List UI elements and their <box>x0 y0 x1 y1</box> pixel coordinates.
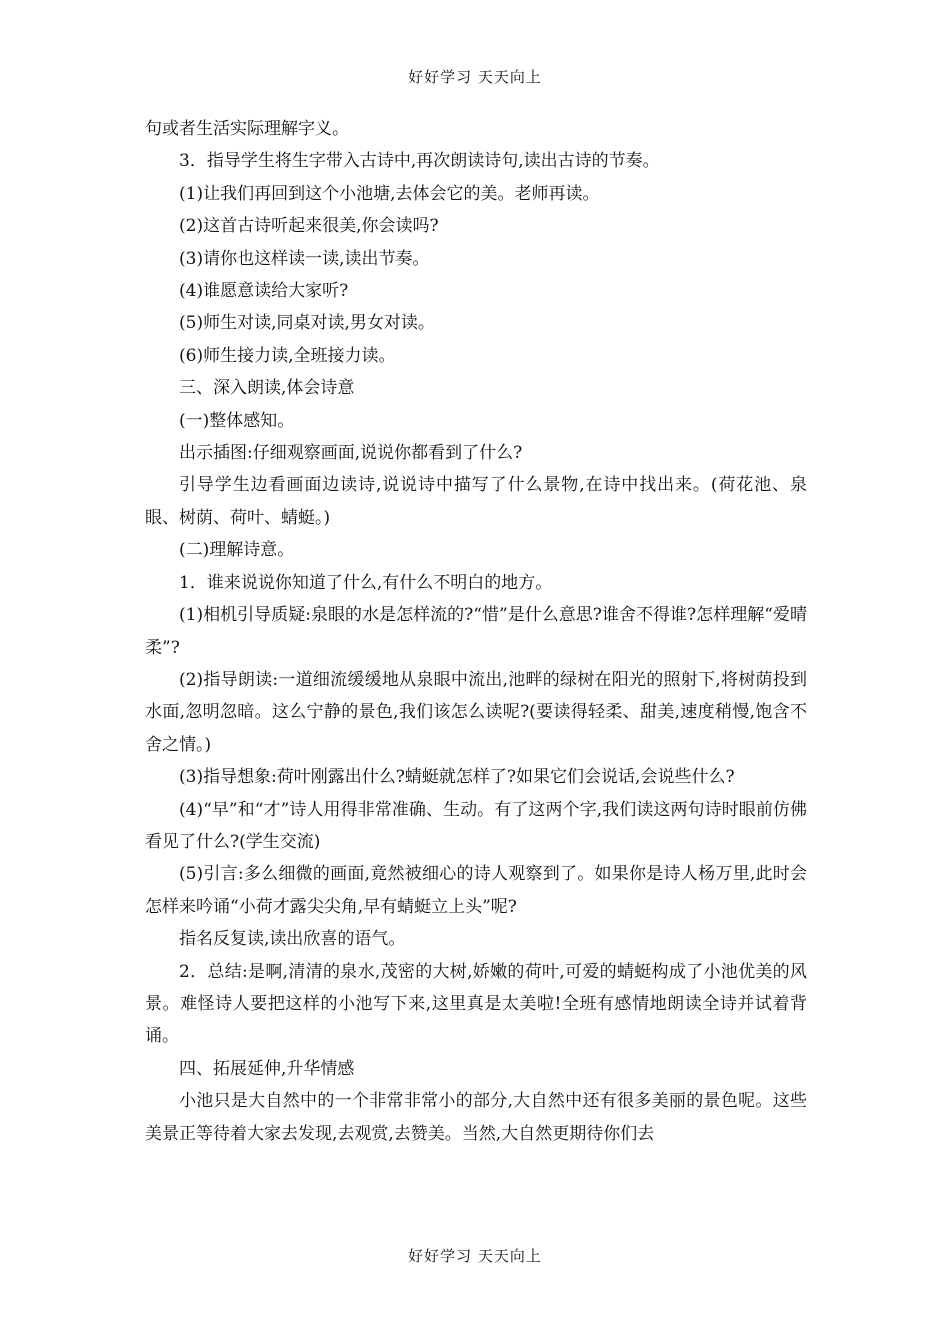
paragraph: (1)相机引导质疑:泉眼的水是怎样流的?“惜”是什么意思?谁舍不得谁?怎样理解“爱晴柔”? <box>145 605 807 658</box>
subsection-heading: (一)整体感知。 <box>179 410 295 431</box>
page-header: 好好学习 天天向上 <box>408 68 542 86</box>
paragraph: (3)指导想象:荷叶刚露出什么?蜻蜓就怎样了?如果它们会说话,会说些什么? <box>179 767 735 788</box>
paragraph: (2)指导朗读:一道细流缓缓地从泉眼中流出,池畔的绿树在阳光的照射下,将树荫投到水面,忽明忽暗。这么宁静的景色,我们该怎么读呢?(要读得轻柔、甜美,速度稍慢,饱含不舍之情。) <box>145 669 807 755</box>
paragraph: 指名反复读,读出欣喜的语气。 <box>179 929 406 950</box>
paragraph: (1)让我们再回到这个小池塘,去体会它的美。老师再读。 <box>179 183 600 204</box>
paragraph: (2)这首古诗听起来很美,你会读吗? <box>179 216 439 237</box>
document-body <box>145 113 807 1150</box>
paragraph: (3)请你也这样读一读,读出节奏。 <box>179 248 430 269</box>
paragraph: 引导学生边看画面边读诗,说说诗中描写了什么景物,在诗中找出来。(荷花池、泉眼、树荫、荷叶、蜻蜓。) <box>145 475 807 528</box>
paragraph: 1．谁来说说你知道了什么,有什么不明白的地方。 <box>179 572 553 593</box>
paragraph: (4)“早”和“才”诗人用得非常准确、生动。有了这两个字,我们读这两句诗时眼前仿佛看见了什么?(学生交流) <box>145 799 807 852</box>
section-heading: 三、深入朗读,体会诗意 <box>179 378 355 399</box>
subsection-heading: (二)理解诗意。 <box>179 540 295 561</box>
paragraph: 出示插图:仔细观察画面,说说你都看到了什么? <box>179 443 523 464</box>
page-footer: 好好学习 天天向上 <box>408 1247 542 1265</box>
paragraph: 小池只是大自然中的一个非常非常小的部分,大自然中还有很多美丽的景色呢。这些美景正等待着大家去发现,去观赏,去赞美。当然,大自然更期待你们去 <box>145 1091 807 1144</box>
paragraph: (5)引言:多么细微的画面,竟然被细心的诗人观察到了。如果你是诗人杨万里,此时会怎样来吟诵“小荷才露尖尖角,早有蜻蜓立上头”呢? <box>145 864 807 917</box>
paragraph: 3．指导学生将生字带入古诗中,再次朗读诗句,读出古诗的节奏。 <box>179 151 660 172</box>
paragraph: (6)师生接力读,全班接力读。 <box>179 345 396 366</box>
paragraph: (5)师生对读,同桌对读,男女对读。 <box>179 313 435 334</box>
paragraph: 句或者生活实际理解字义。 <box>145 119 349 139</box>
paragraph: (4)谁愿意读给大家听? <box>179 281 349 302</box>
section-heading: 四、拓展延伸,升华情感 <box>179 1058 355 1079</box>
paragraph: 2．总结:是啊,清清的泉水,茂密的大树,娇嫩的荷叶,可爱的蜻蜓构成了小池优美的风景。难怪诗人要把这样的小池写下来,这里真是太美啦!全班有感情地朗读全诗并试着背诵。 <box>145 961 807 1047</box>
